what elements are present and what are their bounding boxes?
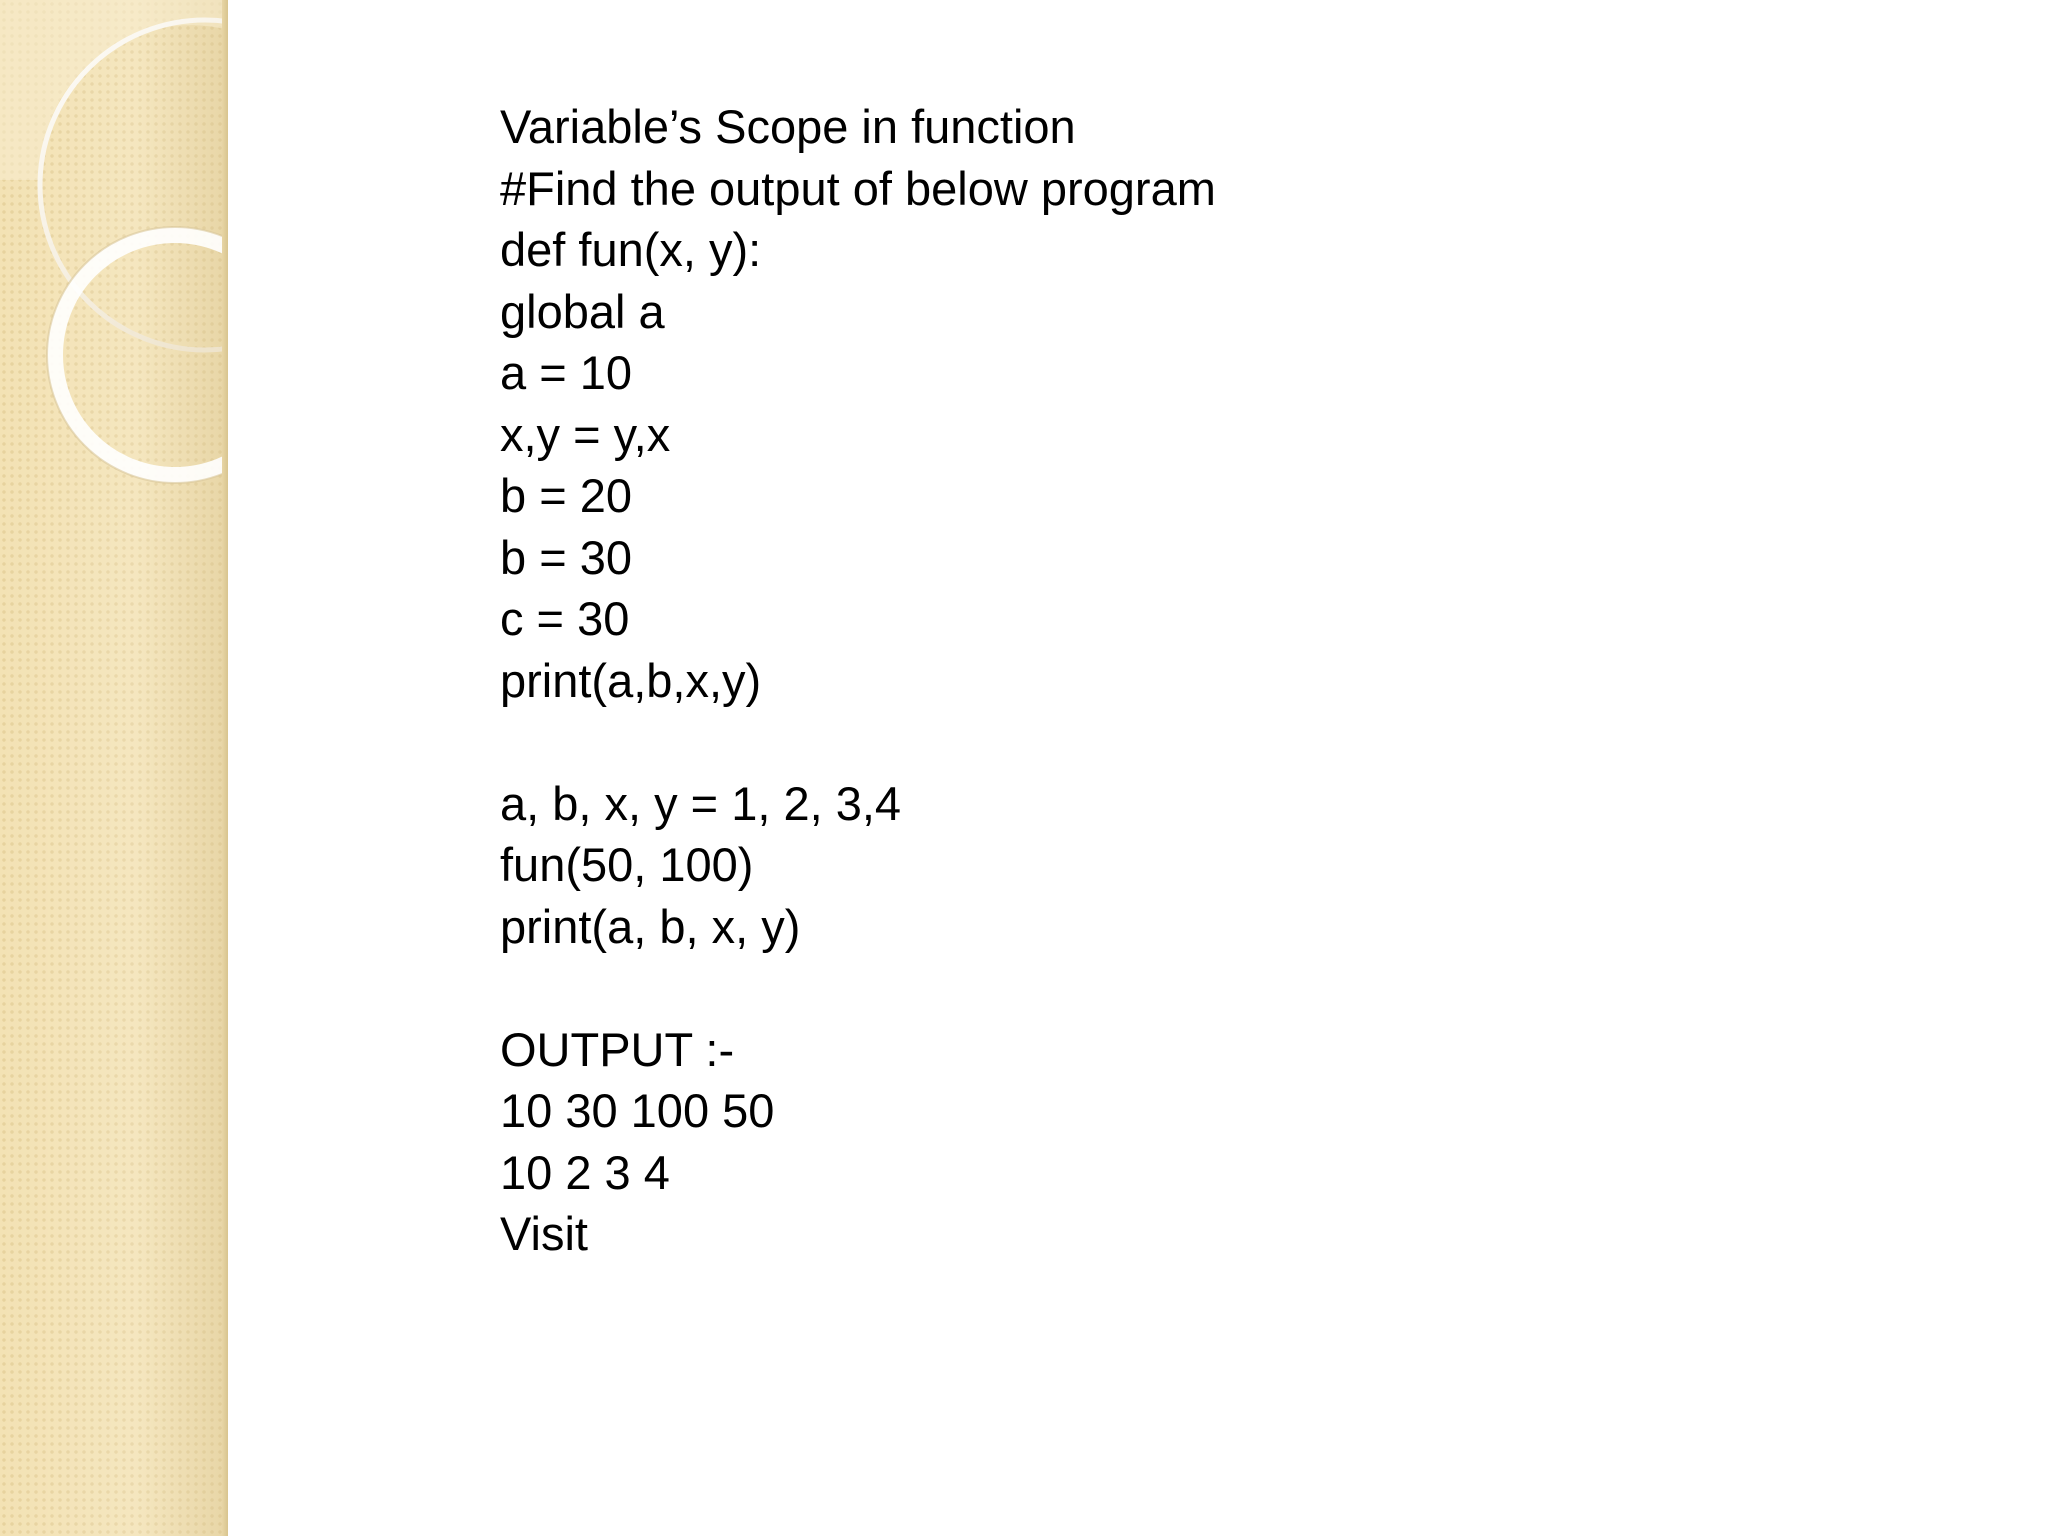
decorative-side-panel (0, 0, 228, 1536)
code-line: b = 20 (500, 469, 632, 522)
decorative-rings-icon (0, 0, 228, 520)
code-line: fun(50, 100) (500, 838, 754, 891)
blank-line (500, 957, 1900, 1019)
code-line: #Find the output of below program (500, 161, 1216, 215)
code-line: global a (500, 284, 665, 338)
panel-edge (222, 0, 228, 1536)
output-line: 10 30 100 50 (500, 1084, 775, 1137)
slide-title: Variable’s Scope in function (500, 100, 1076, 153)
output-line: 10 2 3 4 (500, 1145, 670, 1199)
output-heading: OUTPUT :- (500, 1022, 735, 1076)
code-line: a, b, x, y = 1, 2, 3,4 (500, 776, 902, 830)
code-line: print(a,b,x,y) (500, 653, 762, 707)
code-line: c = 30 (500, 592, 630, 645)
slide-content (500, 96, 1900, 1265)
code-line: def fun(x, y): (500, 223, 762, 276)
code-line: a = 10 (500, 346, 632, 399)
code-line: print(a, b, x, y) (500, 899, 801, 953)
code-line: b = 30 (500, 530, 632, 584)
visit-text: Visit (500, 1207, 588, 1260)
blank-line (500, 711, 1900, 773)
code-line: x,y = y,x (500, 407, 671, 461)
